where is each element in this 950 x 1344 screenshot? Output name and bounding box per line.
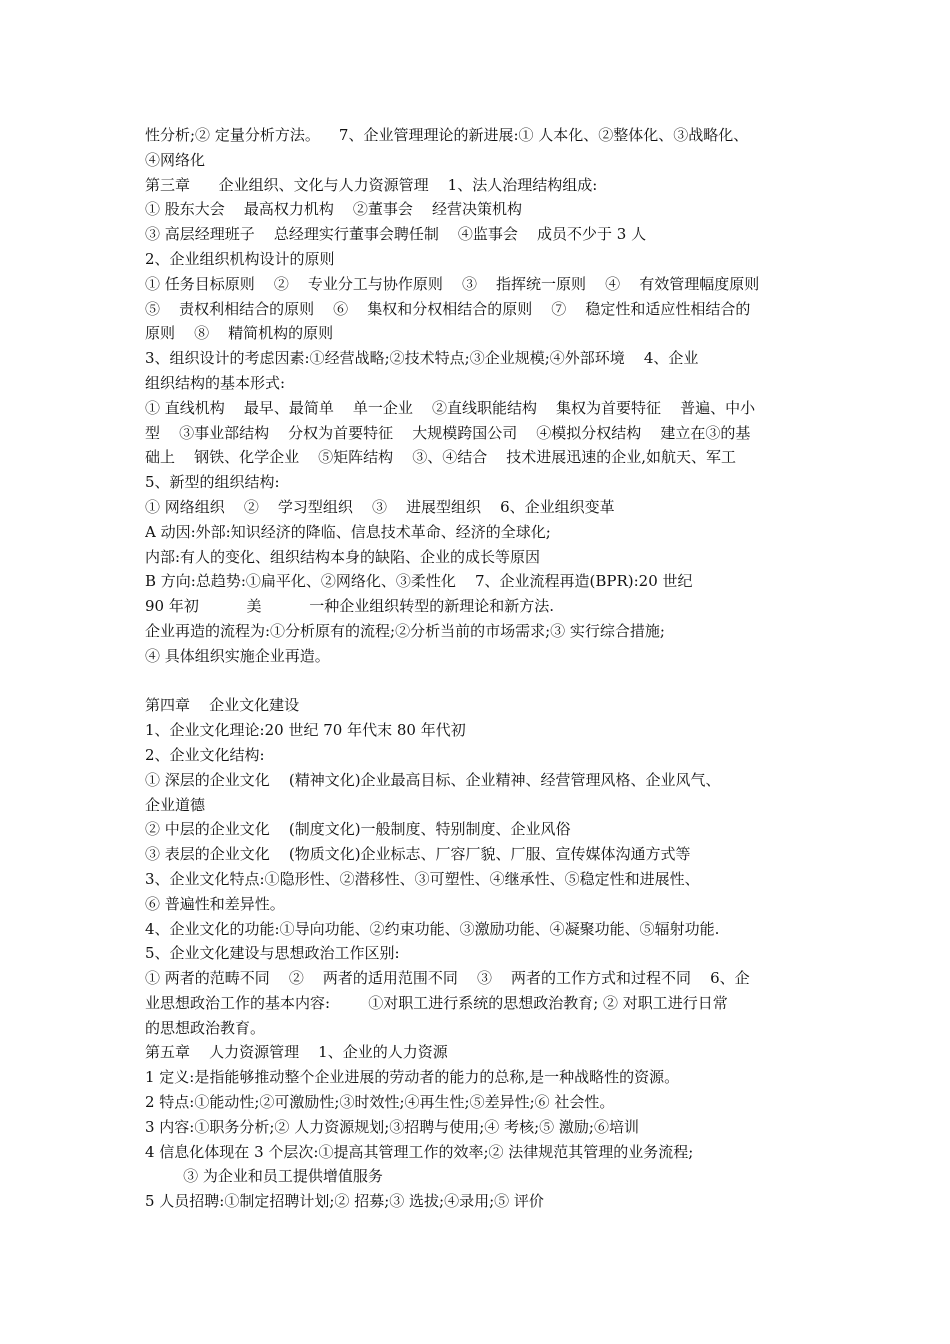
text-line: 础上 钢铁、化学企业 ⑤矩阵结构 ③、④结合 技术进展迅速的企业,如航天、军工 — [145, 448, 737, 467]
text-line: 2、企业组织机构设计的原则 — [145, 249, 335, 268]
text-line: 第四章 企业文化建设 — [145, 696, 300, 715]
text-line: 3、组织设计的考虑因素:①经营战略;②技术特点;③企业规模;④外部环境 4、企业 — [145, 349, 699, 368]
text-line: 3 内容:①职务分析;② 人力资源规划;③招聘与使用;④ 考核;⑤ 激励;⑥培训 — [145, 1117, 639, 1136]
text-line: ④网络化 — [145, 150, 206, 169]
text-line: 组织结构的基本形式: — [145, 373, 286, 392]
text-line: 4、企业文化的功能:①导向功能、②约束功能、③激励功能、④凝聚功能、⑤辐射功能. — [145, 919, 720, 938]
document-page — [145, 123, 810, 1214]
text-line: 内部:有人的变化、组织结构本身的缺陷、企业的成长等原因 — [145, 547, 541, 566]
text-line: ② 中层的企业文化 (制度文化)一般制度、特别制度、企业风俗 — [145, 820, 571, 839]
text-line: ① 网络组织 ② 学习型组织 ③ 进展型组织 6、企业组织变革 — [145, 497, 615, 516]
text-line: 企业道德 — [145, 795, 206, 814]
text-line: ③ 表层的企业文化 (物质文化)企业标志、厂容厂貌、厂服、宣传媒体沟通方式等 — [145, 845, 691, 864]
text-line: 1、企业文化理论:20 世纪 70 年代末 80 年代初 — [145, 721, 466, 740]
text-line: 第五章 人力资源管理 1、企业的人力资源 — [145, 1043, 448, 1062]
text-line: 90 年初 美 一种企业组织转型的新理论和新方法. — [145, 597, 554, 616]
text-line: 性分析;② 定量分析方法。 7、企业管理理论的新进展:① 人本化、②整体化、③战略化、 — [145, 126, 749, 144]
text-line: 2、企业文化结构: — [145, 745, 265, 764]
text-line: 5 人员招聘:①制定招聘计划;② 招募;③ 选拔;④录用;⑤ 评价 — [145, 1192, 544, 1211]
text-line: ① 两者的范畴不同 ② 两者的适用范围不同 ③ 两者的工作方式和过程不同 6、企 — [145, 969, 750, 988]
text-line: 3、企业文化特点:①隐形性、②潜移性、③可塑性、④继承性、⑤稳定性和进展性、 — [145, 869, 700, 888]
text-line: ① 任务目标原则 ② 专业分工与协作原则 ③ 指挥统一原则 ④ 有效管理幅度原则 — [145, 274, 760, 293]
text-line: 业思想政治工作的基本内容: ①对职工进行系统的思想政治教育; ② 对职工进行日常 — [145, 993, 728, 1012]
text-line: 型 ③事业部结构 分权为首要特征 大规模跨国公司 ④模拟分权结构 建立在③的基 — [145, 423, 751, 442]
text-line: 5、新型的组织结构: — [145, 473, 280, 492]
text-line: ④ 具体组织实施企业再造。 — [145, 646, 330, 665]
text-line: ⑤ 责权利相结合的原则 ⑥ 集权和分权相结合的原则 ⑦ 稳定性和适应性相结合的 — [145, 299, 751, 318]
text-line: A 动因:外部:知识经济的降临、信息技术革命、经济的全球化; — [145, 522, 551, 541]
text-line: 5、企业文化建设与思想政治工作区别: — [145, 944, 400, 963]
text-line: 第三章 企业组织、文化与人力资源管理 1、法人治理结构组成: — [145, 175, 598, 194]
text-line: 企业再造的流程为:①分析原有的流程;②分析当前的市场需求;③ 实行综合措施; — [145, 621, 665, 640]
text-line: ① 深层的企业文化 (精神文化)企业最高目标、企业精神、经营管理风格、企业风气、 — [145, 770, 721, 789]
text-line: 2 特点:①能动性;②可激励性;③时效性;④再生性;⑤差异性;⑥ 社会性。 — [145, 1093, 615, 1112]
text-line: ① 股东大会 最高权力机构 ②董事会 经营决策机构 — [145, 200, 522, 219]
text-line: 1 定义:是指能够推动整个企业进展的劳动者的能力的总称,是一种战略性的资源。 — [145, 1068, 680, 1087]
blank-line — [145, 669, 810, 694]
text-line: ③ 为企业和员工提供增值服务 — [145, 1167, 383, 1186]
text-line: ① 直线机构 最早、最简单 单一企业 ②直线职能结构 集权为首要特征 普遍、中小 — [145, 398, 756, 417]
text-line: 的思想政治教育。 — [145, 1018, 266, 1037]
text-line: B 方向:总趋势:①扁平化、②网络化、③柔性化 7、企业流程再造(BPR):20 世纪 — [145, 572, 693, 591]
text-line: ③ 高层经理班子 总经理实行董事会聘任制 ④监事会 成员不少于 3 人 — [145, 225, 647, 244]
text-line: 原则 ⑧ 精简机构的原则 — [145, 324, 334, 343]
text-line: 4 信息化体现在 3 个层次:①提高其管理工作的效率;② 法律规范其管理的业务流程; — [145, 1142, 694, 1161]
text-line: ⑥ 普遍性和差异性。 — [145, 894, 285, 913]
